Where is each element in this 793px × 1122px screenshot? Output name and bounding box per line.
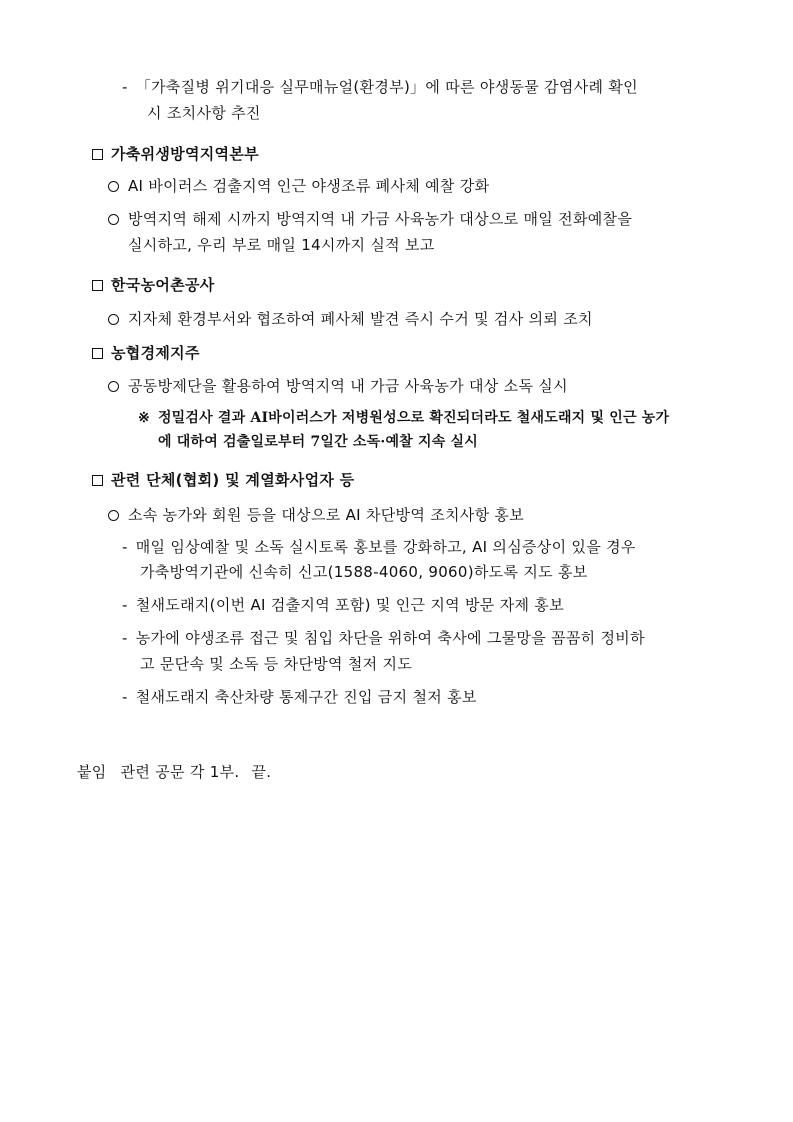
- item-text: AI 바이러스 검출지역 인근 야생조류 폐사체 예찰 강화: [128, 177, 490, 195]
- top-item: [122, 78, 638, 96]
- sub-item: [122, 596, 564, 614]
- top-item-line1: 「가축질병 위기대응 실무매뉴얼(환경부)」에 따른 야생동물 감염사례 확인: [135, 78, 638, 96]
- heading-text: 관련 단체(협회) 및 계열화사업자 등: [111, 471, 355, 489]
- sub-item-continuation: 고 문단속 및 소독 등 차단방역 철저 지도: [140, 655, 413, 673]
- note-text: 정밀검사 결과 AI바이러스가 저병원성으로 확진되더라도 철새도래지 및 인근 농가: [157, 410, 670, 426]
- item-text: 소속 농가와 회원 등을 대상으로 AI 차단방역 조치사항 홍보: [128, 506, 525, 524]
- circle-bullet-icon: [108, 510, 119, 521]
- end-mark: 끝.: [251, 763, 272, 781]
- dash-marker: -: [122, 596, 128, 614]
- circle-bullet-icon: [108, 314, 119, 325]
- reference-mark: ※: [138, 410, 150, 426]
- list-item: [108, 377, 568, 395]
- note: [138, 409, 669, 427]
- sub-item-text: 매일 임상예찰 및 소독 실시토록 홍보를 강화하고, AI 의심증상이 있을 경우: [135, 538, 636, 556]
- list-item: [108, 506, 524, 524]
- dash-marker: -: [122, 538, 128, 556]
- dash-marker: -: [122, 629, 128, 647]
- section-heading-quarantine: [92, 145, 259, 163]
- sub-item-text: 철새도래지(이번 AI 검출지역 포함) 및 인근 지역 방문 자제 홍보: [135, 596, 564, 614]
- heading-text: 가축위생방역지역본부: [111, 145, 259, 163]
- item-text: 방역지역 해제 시까지 방역지역 내 가금 사육농가 대상으로 매일 전화예찰을: [128, 210, 633, 228]
- checkbox-square-icon: [92, 280, 103, 291]
- circle-bullet-icon: [108, 181, 119, 192]
- sub-item-continuation: 가축방역기관에 신속히 신고(1588-4060, 9060)하도록 지도 홍보: [140, 563, 588, 581]
- list-item: [108, 310, 593, 328]
- section-heading-krc: [92, 276, 215, 294]
- checkbox-square-icon: [92, 149, 103, 160]
- section-heading-nh: [92, 344, 200, 362]
- checkbox-square-icon: [92, 475, 103, 486]
- dash-marker: -: [122, 688, 128, 706]
- note-continuation: 에 대하여 검출일로부터 7일간 소독·예찰 지속 실시: [158, 434, 478, 450]
- item-text: 공동방제단을 활용하여 방역지역 내 가금 사육농가 대상 소독 실시: [128, 377, 568, 395]
- attachment-label: 붙임: [77, 763, 107, 781]
- sub-item: [122, 629, 645, 647]
- item-continuation: 실시하고, 우리 부로 매일 14시까지 실적 보고: [128, 236, 435, 254]
- circle-bullet-icon: [108, 214, 119, 225]
- top-item-line2: 시 조치사항 추진: [147, 104, 261, 122]
- heading-text: 농협경제지주: [111, 344, 200, 362]
- list-item: [108, 210, 632, 228]
- sub-item-text: 농가에 야생조류 접근 및 침입 차단을 위하여 축사에 그물망을 꼼꼼히 정비하: [135, 629, 645, 647]
- attachment-text: 관련 공문 각 1부.: [120, 763, 240, 781]
- circle-bullet-icon: [108, 381, 119, 392]
- sub-item-text: 철새도래지 축산차량 통제구간 진입 금지 철저 홍보: [135, 688, 477, 706]
- item-text: 지자체 환경부서와 협조하여 폐사체 발견 즉시 수거 및 검사 의뢰 조치: [128, 310, 593, 328]
- checkbox-square-icon: [92, 348, 103, 359]
- sub-item: [122, 688, 477, 706]
- heading-text: 한국농어촌공사: [111, 276, 215, 294]
- attachment-line: [77, 763, 271, 781]
- list-item: [108, 177, 489, 195]
- dash-marker: -: [122, 78, 128, 96]
- sub-item: [122, 538, 636, 556]
- section-heading-groups: [92, 471, 354, 489]
